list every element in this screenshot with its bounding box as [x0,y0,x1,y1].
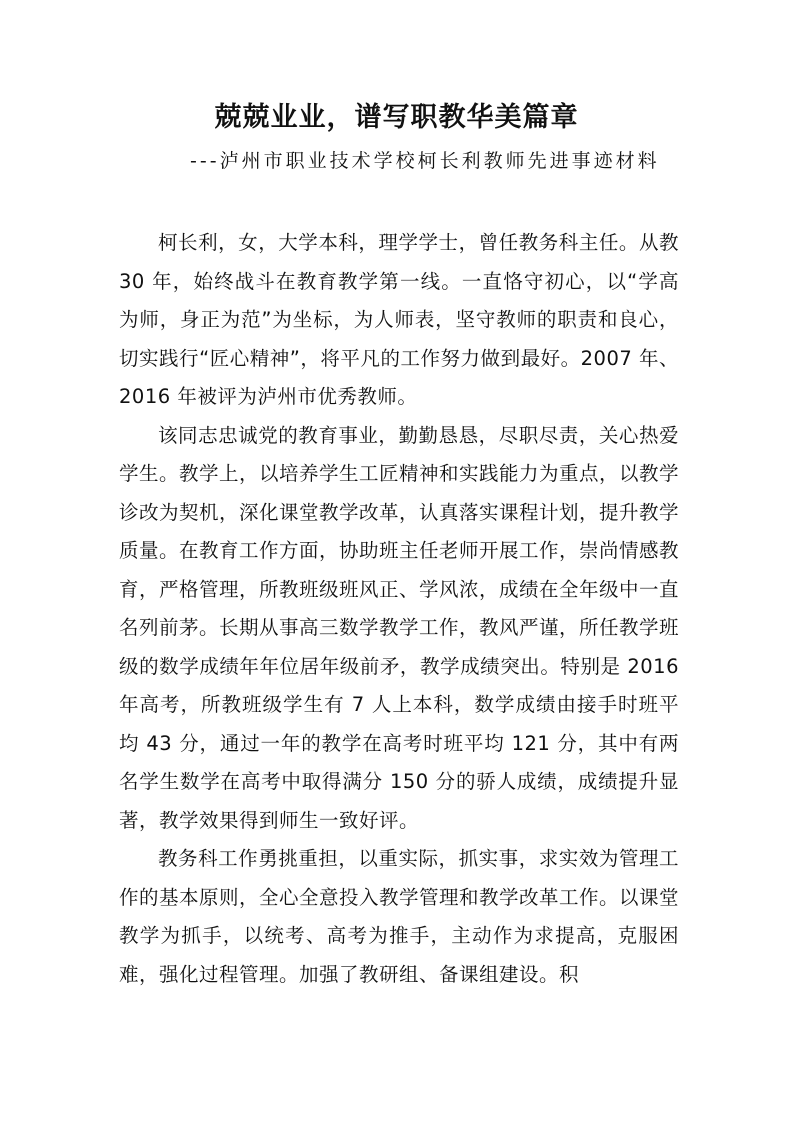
document-subtitle: ---泸州市职业技术学校柯长利教师先进事迹材料 [190,150,660,172]
document-body [119,224,679,994]
paragraph-1: 柯长利，女，大学本科，理学学士，曾任教务科主任。从教 30 年，始终战斗在教育教学第一线。一直恪守初心，以“学高为师，身正为范”为坐标，为人师表，坚守教师的职责和良心，切实践行“匠心精神”，将平凡的工作努力做到最好。2007 年、2016 年被评为泸州市优秀教师。 [119,231,679,408]
document-title: 兢兢业业，谱写职教华美篇章 [214,102,579,133]
paragraph-2: 该同志忠诚党的教育事业，勤勤恳恳，尽职尽责，关心热爱学生。教学上，以培养学生工匠精神和实践能力为重点，以教学诊改为契机，深化课堂教学改革，认真落实课程计划，提升教学质量。在教育工作方面，协助班主任老师开展工作，崇尚情感教育，严格管理，所教班级班风正、学风浓，成绩在全年级中一直名列前茅。长期从事高三数学教学工作，教风严谨，所任教学班级的数学成绩年年位居年级前矛，教学成绩突出。特别是 2016 年高考，所教班级学生有 7 人上本科，数学成绩由接手时班平均 43 分，通过一年的教学在高考时班平均 121 分，其中有两名学生数学在高考中取得满分 150 分的骄人成绩，成绩提升显著，教学效果得到师生一致好评。 [119,423,680,832]
paragraph-3: 教务科工作勇挑重担，以重实际，抓实事，求实效为管理工作的基本原则，全心全意投入教学管理和教学改革工作。以课堂教学为抓手，以统考、高考为推手，主动作为求提高，克服困难，强化过程管理。加强了教研组、备课组建设。积 [119,847,680,986]
